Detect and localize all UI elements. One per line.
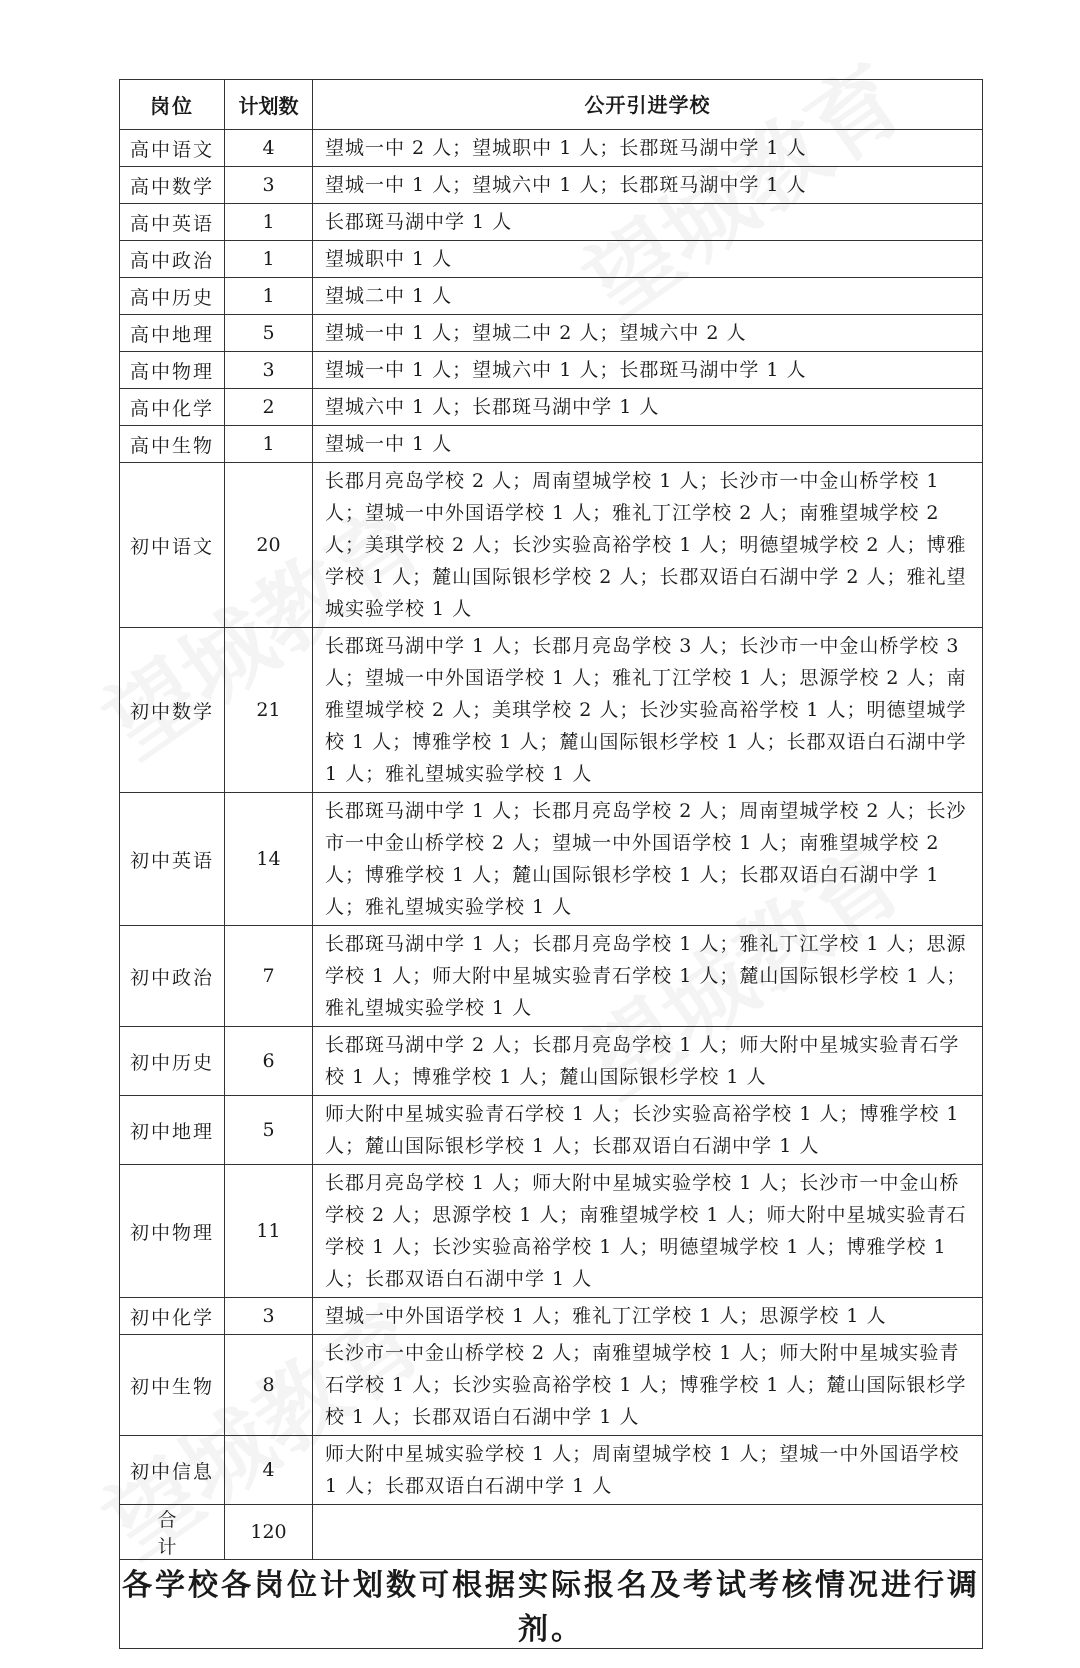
count-cell: 7: [225, 926, 313, 1027]
count-cell: 6: [225, 1027, 313, 1096]
table-row: [120, 278, 983, 315]
schools-cell: 望城一中外国语学校 1 人；雅礼丁江学校 1 人；思源学校 1 人: [313, 1298, 983, 1335]
schools-cell: 长郡斑马湖中学 1 人；长郡月亮岛学校 2 人；周南望城学校 2 人；长沙市一中金山桥学校 2 人；望城一中外国语学校 1 人；南雅望城学校 2 人；博雅学校 1 人；麓山国际银杉学校 1 人；长郡双语白石湖中学 1 人；雅礼望城实验学校 1 人: [313, 793, 983, 926]
position-cell: 高中数学: [120, 167, 225, 204]
table-row: [120, 130, 983, 167]
position-cell: 高中政治: [120, 241, 225, 278]
table-row: [120, 167, 983, 204]
count-cell: 2: [225, 389, 313, 426]
table-row: [120, 463, 983, 628]
table-header-row: [120, 80, 983, 130]
table-row: [120, 1165, 983, 1298]
position-cell: 初中物理: [120, 1165, 225, 1298]
table-row: [120, 426, 983, 463]
table-body-part1: [120, 130, 983, 1335]
count-cell: 8: [225, 1335, 313, 1436]
table-body-part2: [120, 1335, 983, 1505]
count-cell: 1: [225, 426, 313, 463]
schools-cell: 长郡月亮岛学校 2 人；周南望城学校 1 人；长沙市一中金山桥学校 1 人；望城一中外国语学校 1 人；雅礼丁江学校 2 人；南雅望城学校 2 人；美琪学校 2 人；长沙实验高裕学校 1 人；明德望城学校 2 人；博雅学校 1 人；麓山国际银杉学校 2 人；长郡双语白石湖中学 2 人；雅礼望城实验学校 1 人: [313, 463, 983, 628]
count-cell: 5: [225, 315, 313, 352]
count-cell: 3: [225, 167, 313, 204]
schools-cell: 望城职中 1 人: [313, 241, 983, 278]
header-schools: 公开引进学校: [313, 80, 983, 130]
position-cell: 高中语文: [120, 130, 225, 167]
table-row: [120, 1335, 983, 1436]
schools-cell: 长郡月亮岛学校 1 人；师大附中星城实验学校 1 人；长沙市一中金山桥学校 2 人；思源学校 1 人；南雅望城学校 1 人；师大附中星城实验青石学校 1 人；长沙实验高裕学校 1 人；明德望城学校 1 人；博雅学校 1 人；长郡双语白石湖中学 1 人: [313, 1165, 983, 1298]
schools-cell: 长郡斑马湖中学 1 人: [313, 204, 983, 241]
total-count: 120: [225, 1505, 313, 1560]
position-cell: 初中信息: [120, 1436, 225, 1505]
count-cell: 1: [225, 278, 313, 315]
count-cell: 1: [225, 241, 313, 278]
position-cell: 初中语文: [120, 463, 225, 628]
position-cell: 高中化学: [120, 389, 225, 426]
position-cell: 高中历史: [120, 278, 225, 315]
schools-cell: 望城六中 1 人；长郡斑马湖中学 1 人: [313, 389, 983, 426]
table-row: [120, 1096, 983, 1165]
table-row: [120, 352, 983, 389]
position-cell: 初中地理: [120, 1096, 225, 1165]
schools-cell: 望城一中 2 人；望城职中 1 人；长郡斑马湖中学 1 人: [313, 130, 983, 167]
count-cell: 20: [225, 463, 313, 628]
schools-cell: 长沙市一中金山桥学校 2 人；南雅望城学校 1 人；师大附中星城实验青石学校 1 人；长沙实验高裕学校 1 人；博雅学校 1 人；麓山国际银杉学校 1 人；长郡双语白石湖中学 1 人: [313, 1335, 983, 1436]
schools-cell: 望城一中 1 人；望城二中 2 人；望城六中 2 人: [313, 315, 983, 352]
count-cell: 4: [225, 1436, 313, 1505]
header-count: 计划数: [225, 80, 313, 130]
total-label: 合 计: [120, 1505, 225, 1560]
total-schools-empty: [313, 1505, 983, 1560]
table-row: [120, 793, 983, 926]
schools-cell: 望城一中 1 人: [313, 426, 983, 463]
count-cell: 4: [225, 130, 313, 167]
table-row: [120, 389, 983, 426]
table-row: [120, 1027, 983, 1096]
count-cell: 21: [225, 628, 313, 793]
adjustment-note: 各学校各岗位计划数可根据实际报名及考试考核情况进行调剂。: [120, 1560, 983, 1649]
table-row: [120, 1436, 983, 1505]
position-cell: 初中政治: [120, 926, 225, 1027]
count-cell: 11: [225, 1165, 313, 1298]
table-row: [120, 315, 983, 352]
schools-cell: 长郡斑马湖中学 1 人；长郡月亮岛学校 1 人；雅礼丁江学校 1 人；思源学校 1 人；师大附中星城实验青石学校 1 人；麓山国际银杉学校 1 人；雅礼望城实验学校 1 人: [313, 926, 983, 1027]
count-cell: 1: [225, 204, 313, 241]
schools-cell: 长郡斑马湖中学 1 人；长郡月亮岛学校 3 人；长沙市一中金山桥学校 3 人；望城一中外国语学校 1 人；雅礼丁江学校 1 人；思源学校 2 人；南雅望城学校 2 人；美琪学校 2 人；长沙实验高裕学校 1 人；明德望城学校 1 人；博雅学校 1 人；麓山国际银杉学校 1 人；长郡双语白石湖中学 1 人；雅礼望城实验学校 1 人: [313, 628, 983, 793]
table-row: [120, 241, 983, 278]
position-cell: 初中生物: [120, 1335, 225, 1436]
position-cell: 高中英语: [120, 204, 225, 241]
position-cell: 初中历史: [120, 1027, 225, 1096]
position-cell: 初中英语: [120, 793, 225, 926]
positions-table: [119, 79, 983, 1335]
count-cell: 3: [225, 352, 313, 389]
position-cell: 高中生物: [120, 426, 225, 463]
schools-cell: 师大附中星城实验青石学校 1 人；长沙实验高裕学校 1 人；博雅学校 1 人；麓山国际银杉学校 1 人；长郡双语白石湖中学 1 人: [313, 1096, 983, 1165]
table-row: [120, 1298, 983, 1335]
schools-cell: 望城一中 1 人；望城六中 1 人；长郡斑马湖中学 1 人: [313, 167, 983, 204]
position-cell: 初中化学: [120, 1298, 225, 1335]
schools-cell: 长郡斑马湖中学 2 人；长郡月亮岛学校 1 人；师大附中星城实验青石学校 1 人；博雅学校 1 人；麓山国际银杉学校 1 人: [313, 1027, 983, 1096]
schools-cell: 望城一中 1 人；望城六中 1 人；长郡斑马湖中学 1 人: [313, 352, 983, 389]
table-row: [120, 204, 983, 241]
position-cell: 高中物理: [120, 352, 225, 389]
header-position: 岗位: [120, 80, 225, 130]
table-row: [120, 926, 983, 1027]
count-cell: 14: [225, 793, 313, 926]
note-row: [120, 1560, 983, 1649]
table-row: [120, 628, 983, 793]
position-cell: 高中地理: [120, 315, 225, 352]
positions-table-continued: [119, 1334, 983, 1649]
schools-cell: 望城二中 1 人: [313, 278, 983, 315]
count-cell: 3: [225, 1298, 313, 1335]
position-cell: 初中数学: [120, 628, 225, 793]
count-cell: 5: [225, 1096, 313, 1165]
total-row: [120, 1505, 983, 1560]
schools-cell: 师大附中星城实验学校 1 人；周南望城学校 1 人；望城一中外国语学校 1 人；长郡双语白石湖中学 1 人: [313, 1436, 983, 1505]
